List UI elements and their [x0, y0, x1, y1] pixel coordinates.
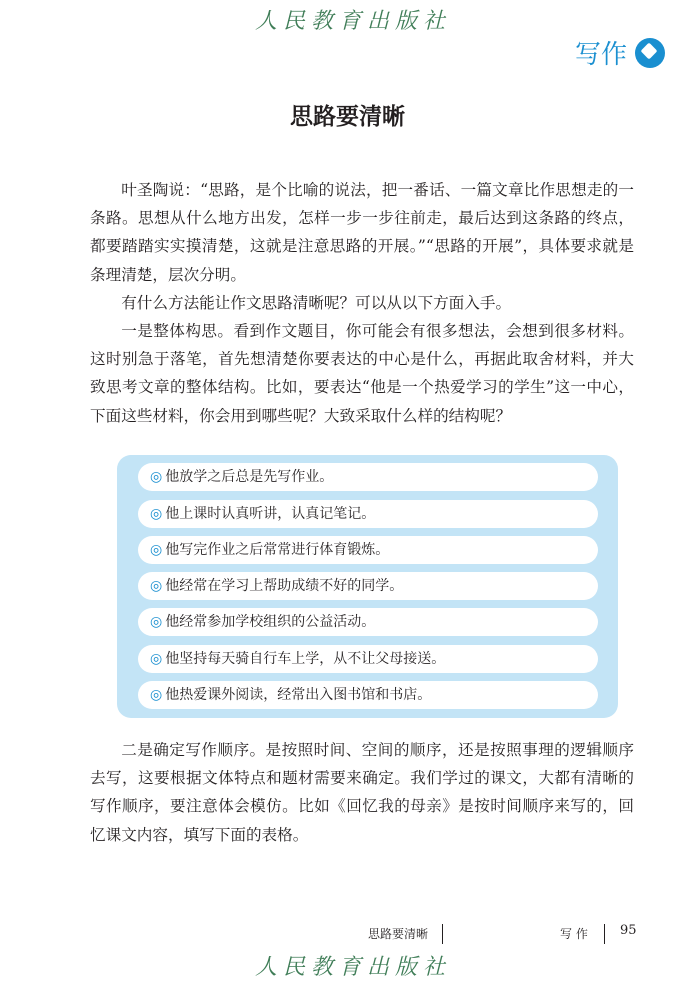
- material-item: [138, 572, 598, 600]
- material-text: 他放学之后总是先写作业。: [165, 469, 334, 485]
- bullet-icon: ◎: [150, 614, 163, 630]
- material-text: 他写完作业之后常常进行体育锻炼。: [165, 542, 390, 558]
- material-item: [138, 608, 598, 636]
- publisher-logo: 人民教育出版社: [255, 9, 452, 34]
- material-item: [138, 681, 598, 709]
- paragraph: 二是确定写作顺序。是按照时间、空间的顺序，还是按照事理的逻辑顺序去写，这要根据文体特点和题材需要来确定。我们学过的课文，大都有清晰的写作顺序，要注意体会模仿。比如《回忆我的母亲》是按时间顺序来写的，回忆课文内容，填写下面的表格。: [90, 741, 634, 844]
- body-text-top: [90, 176, 634, 430]
- footer-divider: [442, 924, 443, 944]
- material-item: [138, 645, 598, 673]
- material-text: 他上课时认真听讲，认真记笔记。: [165, 506, 376, 522]
- material-item: [138, 463, 598, 491]
- footer-section: 写 作: [560, 927, 588, 941]
- bullet-icon: ◎: [150, 469, 163, 485]
- footer-divider: [604, 924, 605, 944]
- publisher-logo: 人民教育出版社: [255, 955, 452, 980]
- body-text-bottom: [90, 736, 634, 849]
- writing-badge-icon: [635, 38, 665, 68]
- materials-box: [117, 455, 618, 718]
- material-item: [138, 536, 598, 564]
- paragraph: 一是整体构思。看到作文题目，你可能会有很多想法，会想到很多材料。这时别急于落笔，首先想清楚你要表达的中心是什么，再据此取舍材料，并大致思考文章的整体结构。比如，要表达“他是一个热爱学习的学生”这一中心，下面这些材料，你会用到哪些呢？大致采取什么样的结构呢？: [90, 322, 634, 425]
- bullet-icon: ◎: [150, 687, 163, 703]
- bullet-icon: ◎: [150, 506, 163, 522]
- paragraph: 有什么方法能让作文思路清晰呢？可以从以下方面入手。: [121, 293, 512, 312]
- bullet-icon: ◎: [150, 542, 163, 558]
- page-title: 思路要清晰: [290, 104, 405, 130]
- material-text: 他经常参加学校组织的公益活动。: [165, 614, 376, 630]
- footer-lesson-title: 思路要清晰: [368, 927, 429, 941]
- material-text: 他热爱课外阅读，经常出入图书馆和书店。: [165, 687, 432, 703]
- page-number: 95: [620, 923, 637, 938]
- bullet-icon: ◎: [150, 578, 163, 594]
- material-text: 他经常在学习上帮助成绩不好的同学。: [165, 578, 404, 594]
- section-header: [575, 34, 665, 71]
- material-text: 他坚持每天骑自行车上学，从不让父母接送。: [165, 651, 446, 667]
- paragraph: 叶圣陶说：“思路，是个比喻的说法，把一番话、一篇文章比作思想走的一条路。思想从什么地方出发，怎样一步一步往前走，最后达到这条路的终点，都要踏踏实实摸清楚，这就是注意思路的开展。”“思路的开展”，具体要求就是条理清楚，层次分明。: [90, 181, 634, 284]
- section-label: 写作: [574, 40, 627, 70]
- bullet-icon: ◎: [150, 651, 163, 667]
- material-item: [138, 500, 598, 528]
